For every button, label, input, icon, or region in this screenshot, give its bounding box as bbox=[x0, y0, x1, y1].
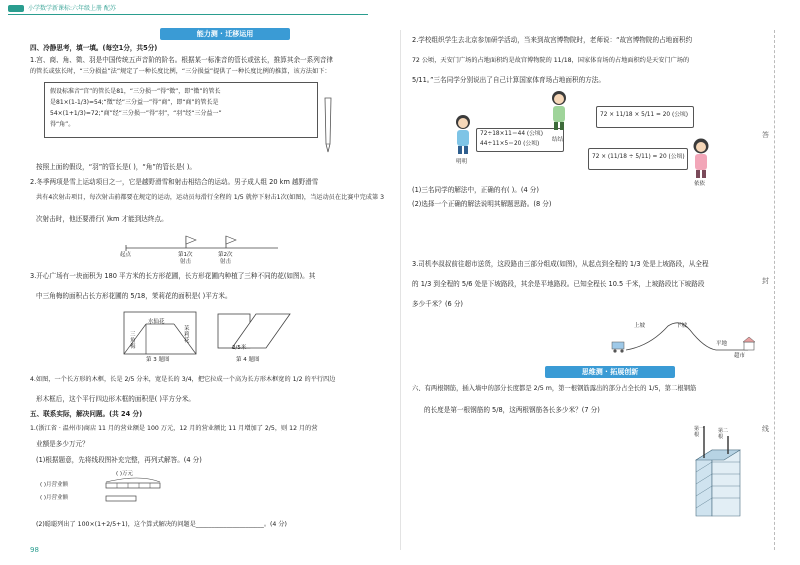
q6-line1: 六、有两根钢筋，插入墙中的部分长度都是 2/5 m，第一根钢筋露出的部分占全长的 1/5，第二根钢筋 bbox=[412, 385, 697, 392]
binding-mark-answer: 答 bbox=[762, 131, 769, 139]
r-q3-line1: 3.司机李叔叔前往超市送货，这段路由三部分组成(如图)，从起点到全程的 1/3 处是上坡路段，从全程 bbox=[412, 260, 709, 268]
fig4-dimension: 2/5米 bbox=[232, 345, 247, 351]
box-line4: 得“角”。 bbox=[50, 121, 75, 128]
label-narcissus: 水仙花 bbox=[148, 319, 165, 325]
segment-diagram bbox=[104, 476, 174, 504]
segment-total-label: ( )万元 bbox=[116, 471, 134, 477]
binding-dashed-line bbox=[774, 30, 775, 550]
r-q2-sub2: (2)选择一个正确的解法说明其解题思路。(8 分) bbox=[412, 200, 552, 208]
route-start-label: 起点 bbox=[120, 252, 132, 258]
r-q3-line2: 的 1/3 到全程的 5/6 处是下坡路段，其余是平地路段。已知全程长 10.5 千米，上坡路段比下坡路段 bbox=[412, 280, 705, 288]
segment-row2-label: ( )月营业额 bbox=[40, 495, 69, 501]
jiejie-name: 结结 bbox=[552, 137, 564, 143]
label-jasmine: 茉莉花 bbox=[184, 326, 190, 344]
q1-line2: 的管长或弦长时，“三分损益”法”规定了一种长度比例，“三分损益”提供了一种长度比例的推算，该方法如下： bbox=[30, 68, 331, 75]
center-fold bbox=[400, 30, 401, 550]
segment-row1-label: ( )月营业额 bbox=[40, 482, 69, 488]
header-rule bbox=[8, 14, 368, 15]
q2-line1: 2.冬季两项是雪上运动项目之一，它是越野滑雪和射击相结合的运动。男子成人组 20 km 越野滑雪 bbox=[30, 178, 319, 186]
mingming-eq1: 72÷18×11＝44 (公顷) bbox=[480, 131, 543, 137]
section-banner-ability: 能力测 · 迁移运用 bbox=[160, 28, 290, 40]
rebar-2-label: 第二根 bbox=[718, 428, 729, 440]
box-line1: 假设标准音“宫”的管长是81，“三分损一”得“徵”，即“徵”的管长 bbox=[50, 88, 221, 95]
rebar-1-label: 第一根 bbox=[694, 426, 705, 438]
section-banner-thinking: 思维测 · 拓展创新 bbox=[545, 366, 675, 378]
q4-line1: 4.如图，一个长方形的木框，长是 2/5 分米，宽是长的 3/4，把它拉成一个高为长方形木框宽的 1/2 的平行四边 bbox=[30, 376, 336, 383]
section-5-title: 五、联系实际，解决问题。(共 24 分) bbox=[30, 410, 143, 418]
route-supermarket-label: 超市 bbox=[734, 353, 746, 359]
section-4-title: 四、冷静思考，填一填。(每空1分，共5分) bbox=[30, 44, 158, 52]
yiyi-name: 依依 bbox=[694, 181, 706, 187]
series-title: 小学数学新课标:六年级上册 配苏 bbox=[28, 5, 116, 12]
route-flat-label: 平地 bbox=[716, 341, 728, 347]
shot-2-label: 第2次 bbox=[218, 252, 233, 258]
yiyi-eq: 72 × (11/18 ÷ 5/11) = 20 (公顷) bbox=[592, 154, 685, 160]
ski-route-diagram bbox=[118, 228, 288, 258]
shot-2-sublabel: 射击 bbox=[220, 259, 232, 265]
q1-line1: 1.宫、商、角、徵、羽是中国传统五声音阶的阶名。根据某一标准音的管长或弦长，推算其余一系列音律 bbox=[30, 56, 334, 64]
q2-line3: 次射击时，他还要滑行( )km 才能到达终点。 bbox=[36, 215, 168, 223]
q3-line1: 3.开心广场有一块面积为 180 平方米的长方形花圃，长方形花圃内种植了三种不同的花(如图)。其 bbox=[30, 272, 316, 280]
r-q3-line3: 多少千米？(6 分) bbox=[412, 300, 463, 308]
fig4-caption: 第 4 题图 bbox=[236, 357, 260, 363]
r-q2-line2: 72 公顷，天安门广场的占地面积约是故宫博物院的 11/18，国家体育场的占地面积约是天安门广场的 bbox=[412, 57, 690, 64]
fig3-caption: 第 3 题图 bbox=[146, 357, 170, 363]
jiejie-eq: 72 × 11/18 × 5/11 = 20 (公顷) bbox=[600, 112, 689, 118]
student-jiejie-icon bbox=[548, 88, 570, 132]
q6-line2: 的长度是第一根钢筋的 5/8，这两根钢筋各长多少米？(7 分) bbox=[424, 406, 600, 414]
q4-line2: 形木框后，这个平行四边形木框的面积是( )平方分米。 bbox=[36, 395, 195, 403]
q3-line2: 中三角梅的面积占长方形花圃的 5/18，茉莉花的面积是( )平方米。 bbox=[36, 292, 232, 300]
label-bougainvillea: 三角梅 bbox=[130, 332, 136, 350]
binding-mark-seal: 封 bbox=[762, 277, 769, 285]
page-number: 98 bbox=[30, 546, 39, 554]
q1-answer-line: 按照上面的假设，“羽”的管长是( )，“角”的管长是( )。 bbox=[36, 163, 197, 171]
p1-line2: 业额是多少万元？ bbox=[36, 440, 89, 448]
p1-line1: 1.(浙江省 · 温州市)商店 11 月的营业额是 100 万元，12 月的营业额比 11 月增加了 2/5，则 12 月的营 bbox=[30, 425, 318, 432]
header-badge bbox=[8, 5, 24, 12]
shot-1-sublabel: 射击 bbox=[180, 259, 192, 265]
shot-1-label: 第1次 bbox=[178, 252, 193, 258]
r-q2-sub1: (1)三名同学的解法中，正确的有( )。(4 分) bbox=[412, 186, 539, 194]
r-q2-line3: 5/11。”三名同学分别说出了自己计算国家体育场占地面积的方法。 bbox=[412, 76, 605, 84]
binding-mark-line: 线 bbox=[762, 425, 769, 433]
pencil-icon bbox=[322, 96, 334, 156]
q2-line2: 共有4次射击项目，每次射击前都要在规定的运动，运动员每滑行全程的 1/5 就停下射击1次(如图)，当运动员在比赛中完成第 3 bbox=[36, 194, 385, 201]
student-yiyi-icon bbox=[690, 136, 712, 180]
frame-figure bbox=[218, 312, 298, 354]
route-uphill-label: 上坡 bbox=[634, 323, 646, 329]
p1-sub2: (2)聪聪列出了 100×(1+2/5+1)，这个算式解决的问题是______________________。(4 分) bbox=[36, 521, 287, 528]
p1-sub1: (1)根据题意，先将线段图补充完整，再列式解答。(4 分) bbox=[36, 456, 202, 464]
box-line2: 是81×(1-1/3)=54;“徵”经“三分益一”得“商”，即“商”的管长是 bbox=[50, 99, 219, 106]
mingming-name: 明明 bbox=[456, 159, 468, 165]
student-mingming-icon bbox=[452, 112, 474, 156]
r-q2-line1: 2.学校组织学生去北京参加研学活动，当来到故宫博物院时，老师说：“故宫博物院的占地面积约 bbox=[412, 36, 693, 44]
box-line3: 54×(1+1/3)=72;“商”经“三分损一”得“羽”，“羽”经“三分益一” bbox=[50, 110, 222, 117]
route-downhill-label: 下坡 bbox=[676, 323, 688, 329]
mingming-eq2: 44÷11×5＝20 (公顷) bbox=[480, 141, 540, 147]
